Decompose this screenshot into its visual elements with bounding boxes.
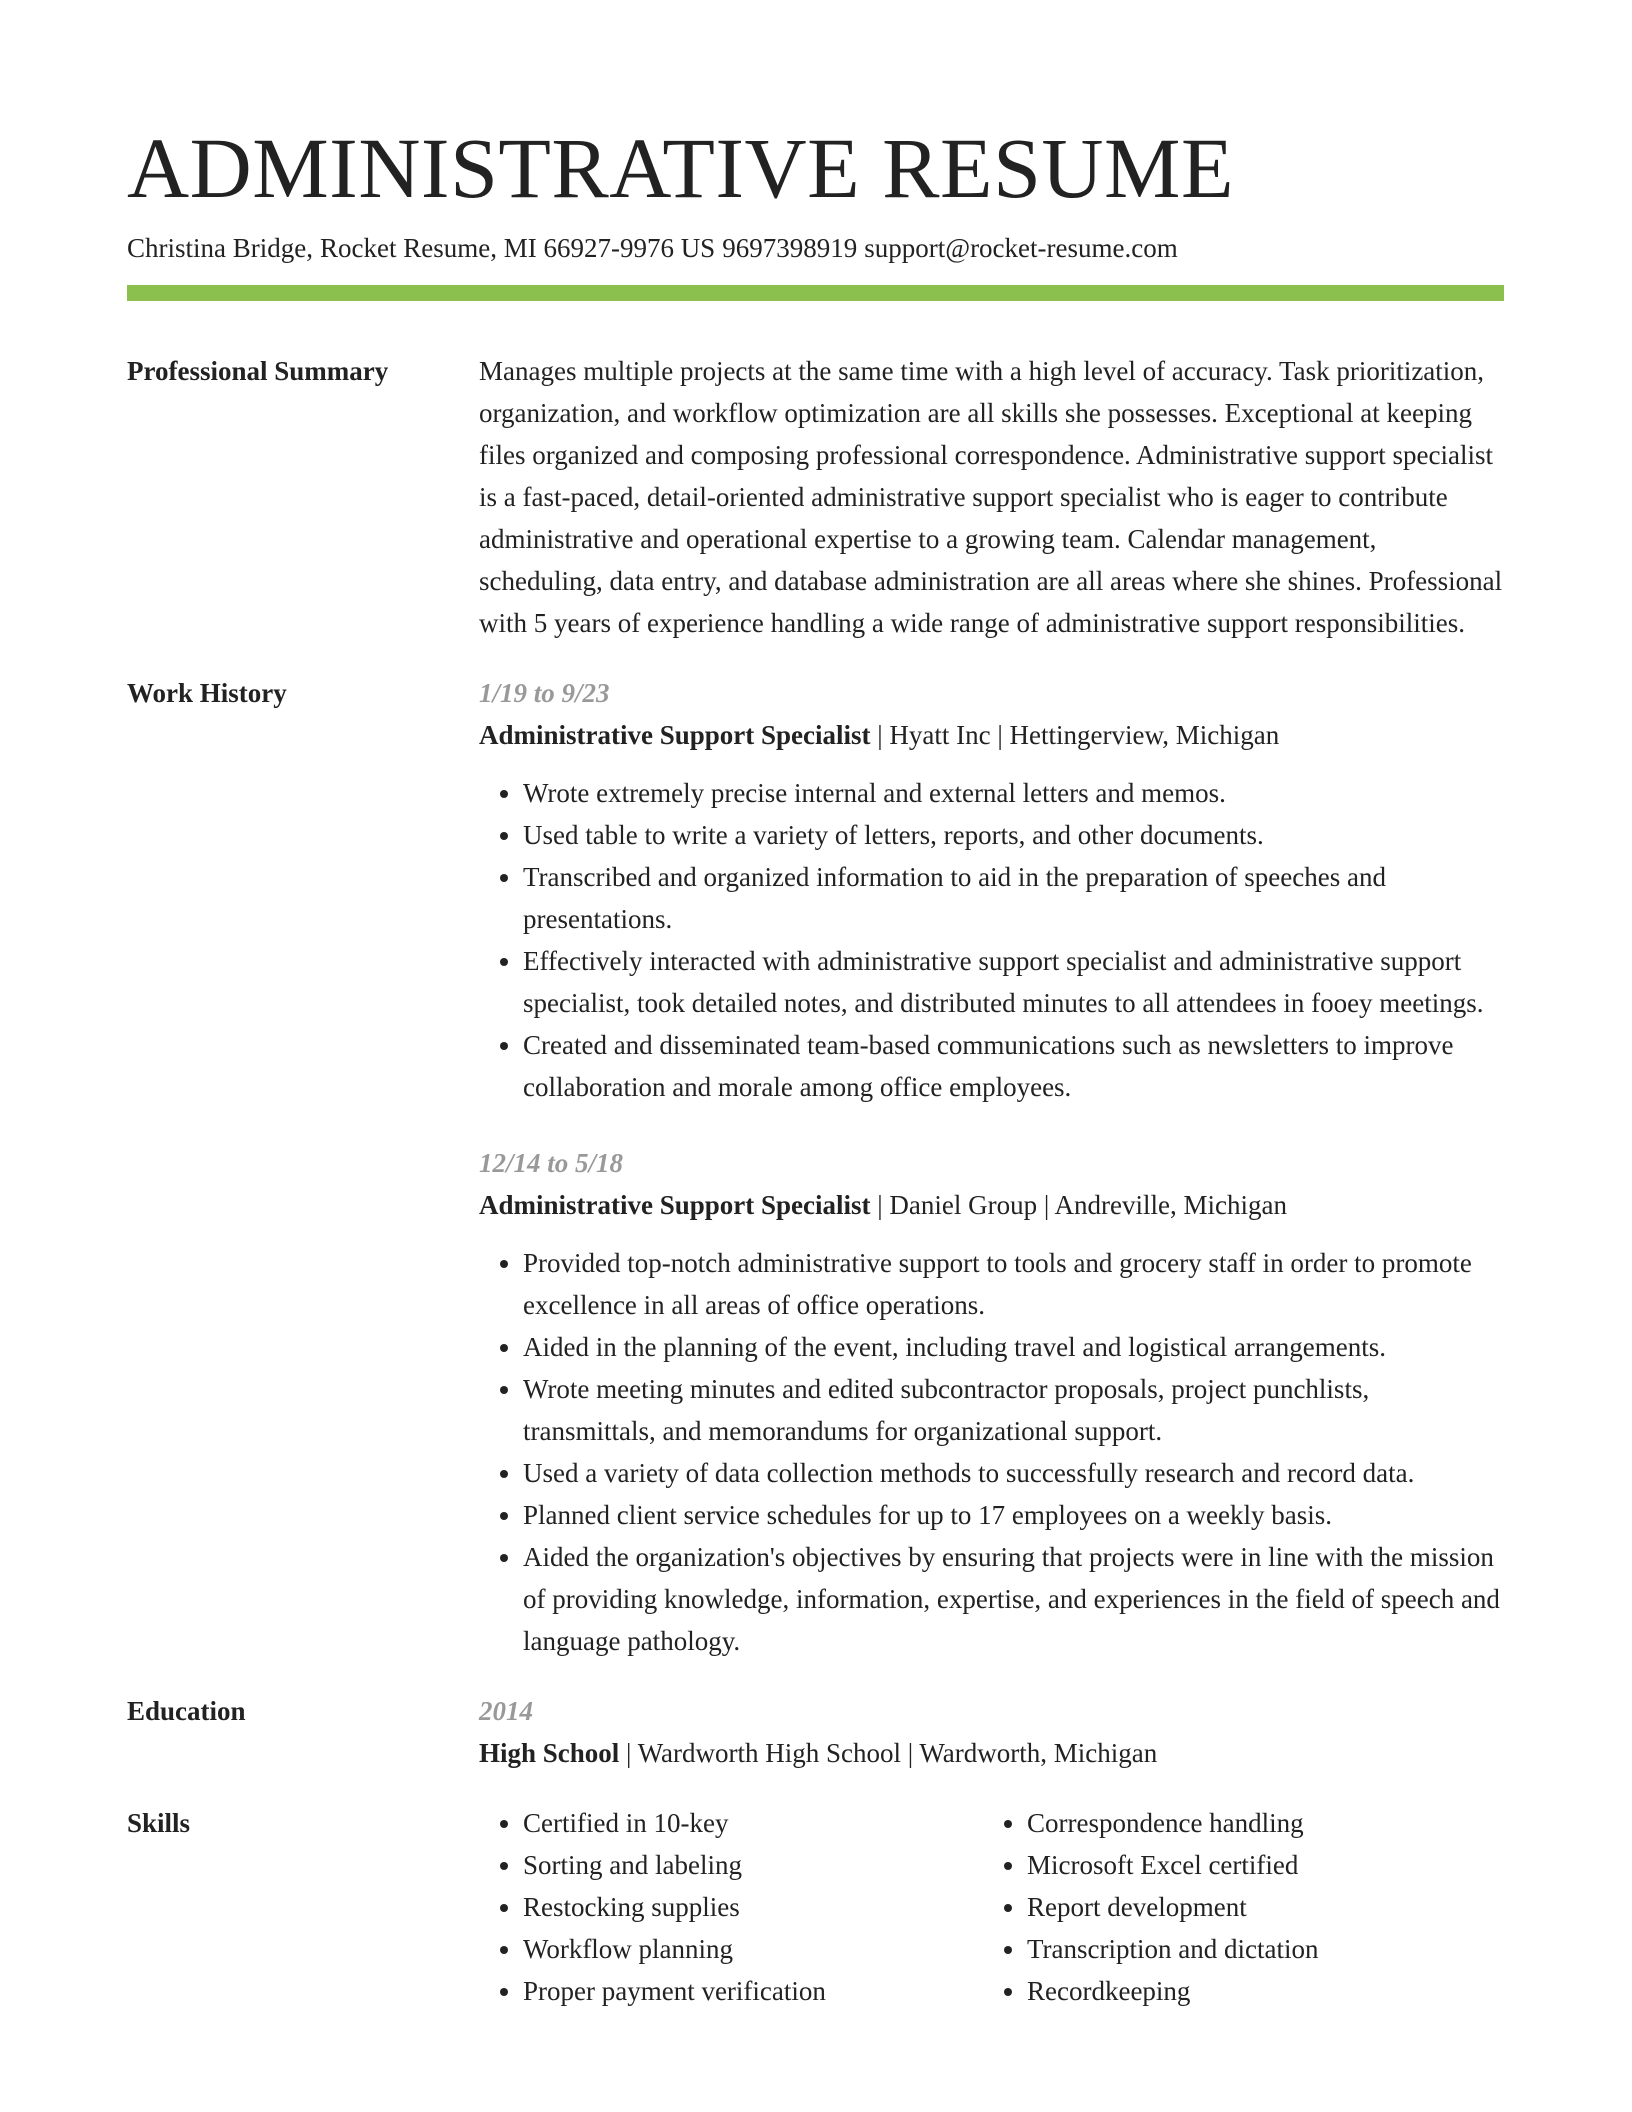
skills-section: [127, 1802, 1504, 2012]
education-year: 2014: [479, 1696, 533, 1726]
skills-grid: [479, 1802, 1504, 2012]
job-title: Administrative Support Specialist: [479, 720, 871, 750]
resume-title: ADMINISTRATIVE RESUME: [127, 120, 1234, 216]
job-title: Administrative Support Specialist: [479, 1190, 871, 1220]
skill-item: • Proper payment verification: [523, 1970, 983, 2012]
skill-item: • Workflow planning: [523, 1928, 983, 1970]
job-bullet: • Wrote meeting minutes and edited subcontractor proposals, project punchlists, transmittals, and memorandums for organizational support.: [523, 1368, 1504, 1452]
skill-item: • Restocking supplies: [523, 1886, 983, 1928]
resume-content: [127, 350, 1504, 2040]
job-details: | Daniel Group | Andreville, Michigan: [870, 1190, 1288, 1220]
contact-phone: 9697398919: [722, 233, 858, 263]
job-heading: [479, 714, 1504, 756]
skill-item: • Sorting and labeling: [523, 1844, 983, 1886]
skills-column-2: [983, 1802, 1487, 2012]
skill-item: • Microsoft Excel certified: [1027, 1844, 1487, 1886]
job-bullet: • Used a variety of data collection methods to successfully research and record data.: [523, 1452, 1504, 1494]
summary-text: Manages multiple projects at the same time with a high level of accuracy. Task prioritization, organization, and workflow optimization are all skills she possesses. Exceptional at keeping files organized and composing professional correspondence. Administrative support specialist is a fast-paced, detail-oriented administrative support specialist who is eager to contribute administrative and operational expertise to a growing team. Calendar management, scheduling, data entry, and database administration are all areas where she shines. Professional with 5 years of experience handling a wide range of administrative support responsibilities.: [479, 356, 1503, 638]
job-dates: 1/19 to 9/23: [479, 678, 610, 708]
job-dates: 12/14 to 5/18: [479, 1148, 624, 1178]
job-bullets: [479, 772, 1504, 1108]
skill-item: • Correspondence handling: [1027, 1802, 1487, 1844]
education-degree: High School: [479, 1738, 620, 1768]
contact-line: [127, 230, 1185, 266]
section-label-summary: Professional Summary: [127, 356, 389, 386]
job-entry: [479, 672, 1504, 1108]
summary-body: [479, 350, 1504, 644]
section-label-education: Education: [127, 1696, 246, 1726]
education-section: [127, 1690, 1504, 1774]
job-bullet: • Used table to write a variety of letters, reports, and other documents.: [523, 814, 1504, 856]
skill-item: • Certified in 10-key: [523, 1802, 983, 1844]
work-history-body: [479, 672, 1504, 1662]
section-label-skills: Skills: [127, 1808, 191, 1838]
accent-divider: [127, 285, 1504, 301]
contact-name: Christina Bridge,: [127, 233, 313, 263]
skills-body: [479, 1802, 1504, 2012]
contact-email: support@rocket-resume.com: [864, 233, 1178, 263]
skill-item: • Transcription and dictation: [1027, 1928, 1487, 1970]
job-bullet: • Created and disseminated team-based communications such as newsletters to improve collaboration and morale among office employees.: [523, 1024, 1504, 1108]
education-details: | Wardworth High School | Wardworth, Michigan: [619, 1738, 1158, 1768]
contact-location: Rocket Resume, MI 66927-9976 US: [319, 233, 716, 263]
job-bullet: • Aided in the planning of the event, including travel and logistical arrangements.: [523, 1326, 1504, 1368]
job-bullet: • Aided the organization's objectives by ensuring that projects were in line with the mission of providing knowledge, information, expertise, and experiences in the field of speech and language pathology.: [523, 1536, 1504, 1662]
skill-item: • Recordkeeping: [1027, 1970, 1487, 2012]
section-label-work-history: Work History: [127, 678, 287, 708]
job-bullet: • Transcribed and organized information to aid in the preparation of speeches and presentations.: [523, 856, 1504, 940]
job-heading: [479, 1184, 1504, 1226]
job-bullet: • Planned client service schedules for up to 17 employees on a weekly basis.: [523, 1494, 1504, 1536]
job-details: | Hyatt Inc | Hettingerview, Michigan: [870, 720, 1280, 750]
skills-column-1: [479, 1802, 983, 2012]
job-bullet: • Wrote extremely precise internal and external letters and memos.: [523, 772, 1504, 814]
summary-section: [127, 350, 1504, 644]
job-bullet: • Effectively interacted with administrative support specialist and administrative support specialist, took detailed notes, and distributed minutes to all attendees in fooey meetings.: [523, 940, 1504, 1024]
job-bullets: [479, 1242, 1504, 1662]
skill-item: • Report development: [1027, 1886, 1487, 1928]
job-bullet: • Provided top-notch administrative support to tools and grocery staff in order to promote excellence in all areas of office operations.: [523, 1242, 1504, 1326]
job-entry: [479, 1142, 1504, 1662]
work-history-section: [127, 672, 1504, 1662]
education-body: [479, 1690, 1504, 1774]
education-heading: [479, 1732, 1504, 1774]
